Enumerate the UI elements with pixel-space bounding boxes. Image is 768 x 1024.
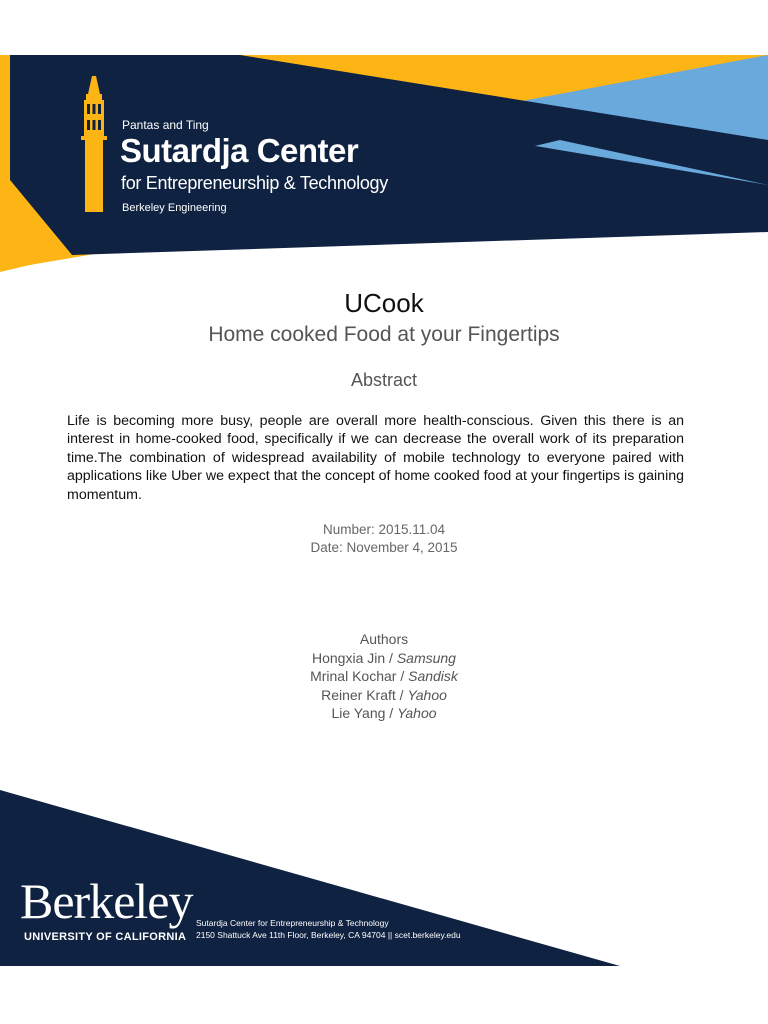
footer-address-line1: Sutardja Center for Entrepreneurship & Technology bbox=[196, 918, 389, 928]
center-subtitle: for Entrepreneurship & Technology bbox=[121, 173, 388, 193]
authors-heading: Authors bbox=[359, 631, 409, 647]
abstract-heading: Abstract bbox=[350, 370, 418, 390]
center-pretitle: Pantas and Ting bbox=[122, 118, 209, 132]
campanile-tower-icon bbox=[78, 76, 110, 212]
document-subtitle: Home cooked Food at your Fingertips bbox=[208, 323, 560, 346]
author-affiliation: Sandisk bbox=[408, 668, 458, 684]
document-number: Number: 2015.11.04 bbox=[322, 522, 446, 537]
author-entry bbox=[0, 667, 768, 686]
author-affiliation: Yahoo bbox=[397, 705, 437, 721]
document-date: Date: November 4, 2015 bbox=[310, 540, 458, 555]
footer-address bbox=[196, 917, 461, 941]
authors-section bbox=[0, 630, 768, 723]
document-meta bbox=[0, 521, 768, 557]
author-entry bbox=[0, 649, 768, 668]
author-name: Hongxia Jin bbox=[312, 649, 386, 666]
author-separator: / bbox=[385, 705, 398, 721]
university-name: UNIVERSITY OF CALIFORNIA bbox=[24, 931, 187, 943]
abstract-text: Life is becoming more busy, people are overall more health-conscious. Given this there is an interest in home-cooked food, specifically if we can decrease the overall work of its preparation time.The combination of widespread availability of mobile technology to everyone paired with applications like Uber we expect that the concept of home cooked food at your fingertips is gaining momentum. bbox=[67, 413, 684, 503]
footer-address-line2: 2150 Shattuck Ave 11th Floor, Berkeley, CA 94704 || scet.berkeley.edu bbox=[196, 930, 461, 940]
author-entry bbox=[0, 704, 768, 723]
author-separator: / bbox=[396, 668, 409, 684]
document-title: UCook bbox=[344, 288, 424, 318]
author-entry bbox=[0, 686, 768, 705]
center-name: Sutardja Center bbox=[120, 132, 359, 169]
author-name: Reiner Kraft bbox=[321, 686, 396, 703]
author-affiliation: Yahoo bbox=[407, 686, 447, 703]
center-school: Berkeley Engineering bbox=[122, 202, 227, 214]
author-name: Lie Yang bbox=[331, 705, 386, 721]
author-name: Mrinal Kochar bbox=[310, 668, 397, 684]
author-affiliation: Samsung bbox=[396, 649, 456, 666]
berkeley-wordmark: Berkeley bbox=[20, 873, 193, 929]
header-banner bbox=[0, 0, 768, 290]
author-separator: / bbox=[385, 649, 397, 666]
author-separator: / bbox=[395, 686, 408, 703]
